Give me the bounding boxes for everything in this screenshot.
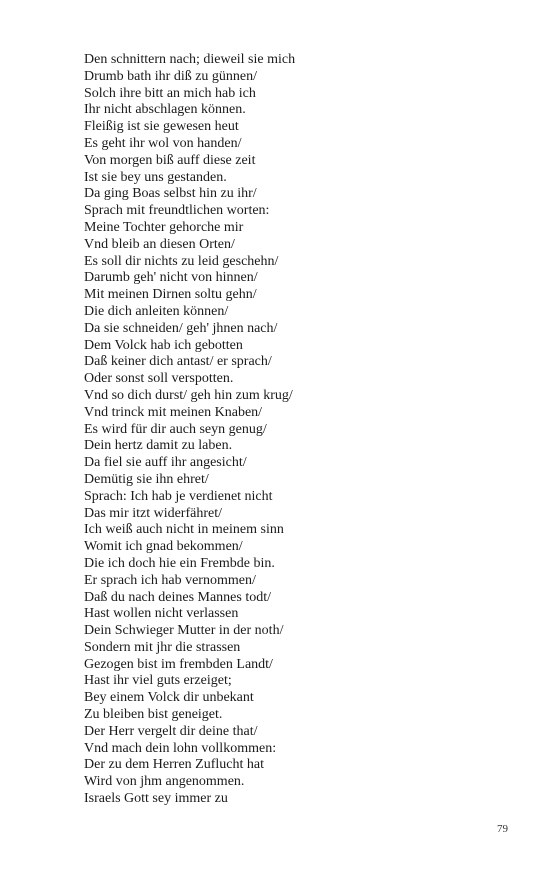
poem-line: Mit meinen Dirnen soltu gehn/ <box>84 287 257 303</box>
poem-line: Fleißig ist sie gewesen heut <box>84 119 239 135</box>
poem-line: Der zu dem Herren Zuflucht hat <box>84 757 264 773</box>
poem-line: Womit ich gnad bekommen/ <box>84 539 243 555</box>
poem-line: Ihr nicht abschlagen können. <box>84 102 246 118</box>
poem-line: Er sprach ich hab vernommen/ <box>84 572 256 588</box>
poem-line: Vnd trinck mit meinen Knaben/ <box>84 404 263 420</box>
poem-text <box>84 52 295 808</box>
poem-line: Es wird für dir auch seyn genug/ <box>84 421 267 437</box>
poem-line: Dein Schwieger Mutter in der noth/ <box>84 623 284 639</box>
poem-line: Dem Volck hab ich gebotten <box>84 337 243 353</box>
poem-line: Die ich doch hie ein Frembde bin. <box>84 555 275 571</box>
poem-line: Hast ihr viel guts erzeiget; <box>84 673 232 689</box>
poem-line: Daß du nach deines Mannes todt/ <box>84 589 272 605</box>
poem-line: Zu bleiben bist geneiget. <box>84 707 223 723</box>
poem-line: Demütig sie ihn ehret/ <box>84 471 209 487</box>
poem-line: Sprach mit freundtlichen worten: <box>84 203 270 219</box>
poem-line: Bey einem Volck dir unbekant <box>84 690 254 706</box>
poem-line: Da sie schneiden/ geh' jhnen nach/ <box>84 320 278 336</box>
poem-line: Sprach: Ich hab je verdienet nicht <box>84 488 273 504</box>
poem-line: Vnd bleib an diesen Orten/ <box>84 236 235 252</box>
poem-line: Vnd mach dein lohn vollkommen: <box>84 740 277 756</box>
poem-line: Solch ihre bitt an mich hab ich <box>84 85 256 101</box>
poem-line: Gezogen bist im frembden Landt/ <box>84 656 273 672</box>
poem-line: Dein hertz damit zu laben. <box>84 438 233 454</box>
poem-line: Darumb geh' nicht von hinnen/ <box>84 270 258 286</box>
poem-line: Es soll dir nichts zu leid geschehn/ <box>84 253 279 269</box>
poem-line: Ich weiß auch nicht in meinem sinn <box>84 522 284 538</box>
poem-line: Oder sonst soll verspotten. <box>84 371 234 387</box>
poem-line: Es geht ihr wol von handen/ <box>84 135 242 151</box>
page-number: 79 <box>497 823 508 835</box>
poem-line: Da ging Boas selbst hin zu ihr/ <box>84 186 257 202</box>
poem-line: Da fiel sie auff ihr angesicht/ <box>84 455 247 471</box>
poem-line: Sondern mit jhr die strassen <box>84 639 241 655</box>
poem-line: Meine Tochter gehorche mir <box>84 219 244 235</box>
poem-line: Hast wollen nicht verlassen <box>84 606 239 622</box>
poem-line: Drumb bath ihr diß zu günnen/ <box>84 68 258 84</box>
poem-line: Von morgen biß auff diese zeit <box>84 152 256 168</box>
poem-line: Das mir itzt widerfähret/ <box>84 505 223 521</box>
poem-line: Ist sie bey uns gestanden. <box>84 169 227 185</box>
poem-line: Vnd so dich durst/ geh hin zum krug/ <box>84 387 293 403</box>
poem-line: Wird von jhm angenommen. <box>84 774 245 790</box>
poem-line: Israels Gott sey immer zu <box>84 791 228 807</box>
poem-line: Den schnittern nach; dieweil sie mich <box>84 52 296 67</box>
poem-line: Die dich anleiten können/ <box>84 303 229 319</box>
poem-line: Der Herr vergelt dir deine that/ <box>84 723 258 739</box>
poem-line: Daß keiner dich antast/ er sprach/ <box>84 354 272 370</box>
